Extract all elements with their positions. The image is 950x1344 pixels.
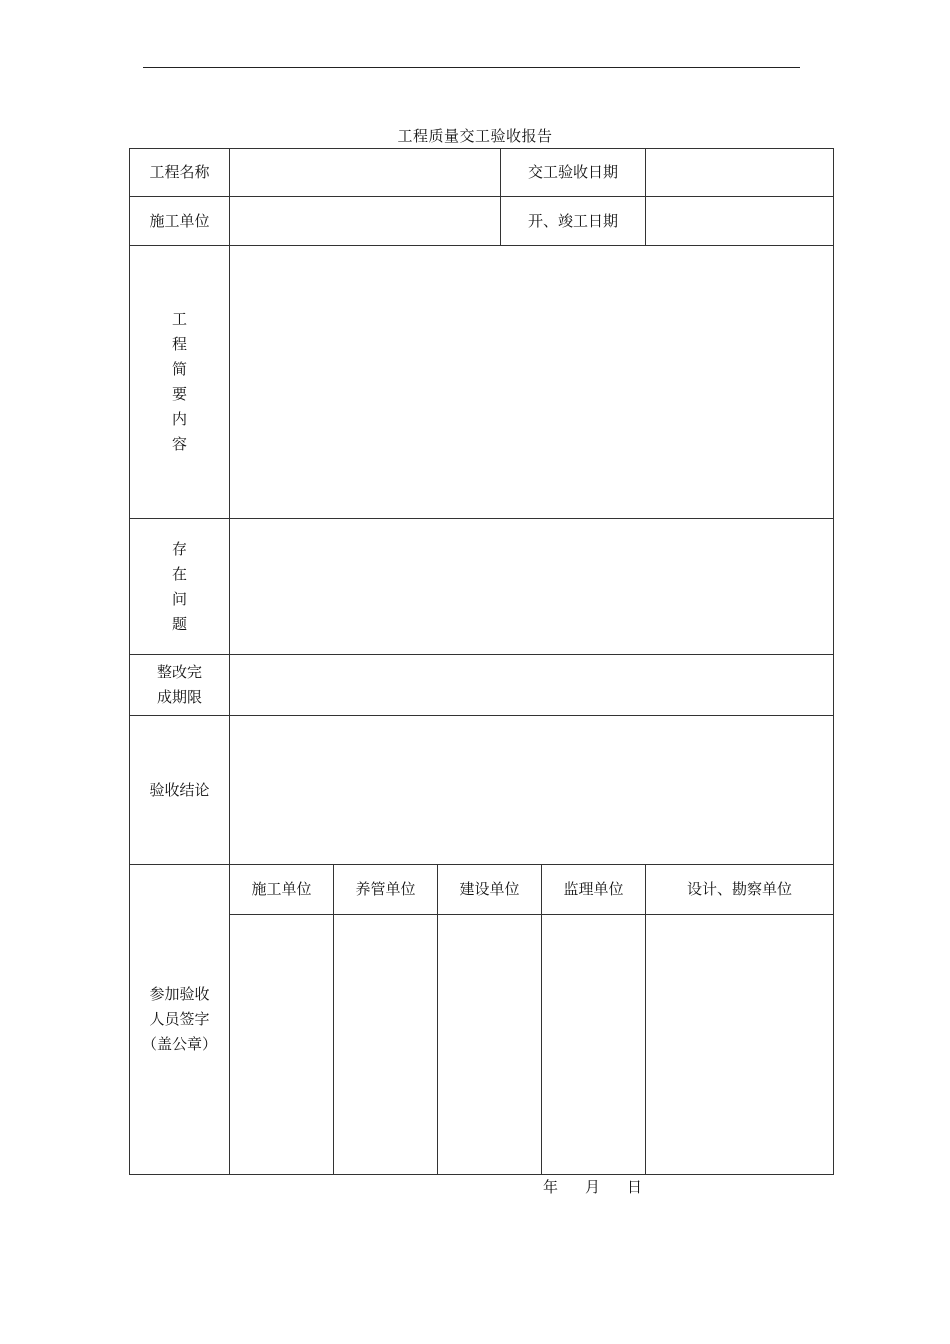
acceptance-conclusion-label: 验收结论 [130, 716, 230, 865]
signature-column-header: 建设单位 [438, 865, 542, 915]
header-rule [143, 67, 800, 68]
issues-label-char: 在 [171, 564, 187, 583]
project-summary-field[interactable] [230, 246, 834, 519]
signature-label-line: （盖公章） [141, 1035, 217, 1053]
acceptance-conclusion-field[interactable] [230, 716, 834, 865]
issues-label-char: 问 [171, 589, 187, 608]
summary-label-char: 容 [171, 435, 187, 453]
date-day: 日 [627, 1178, 643, 1196]
signature-box-owner[interactable] [438, 915, 542, 1175]
date-year: 年 [543, 1178, 559, 1196]
signature-column-header: 养管单位 [334, 865, 438, 915]
signature-column-header: 设计、勘察单位 [646, 865, 834, 915]
summary-label-char: 内 [171, 410, 187, 428]
signature-column-header: 施工单位 [230, 865, 334, 915]
date-footer [543, 1177, 642, 1197]
existing-issues-label [130, 519, 230, 655]
signature-box-maintenance[interactable] [334, 915, 438, 1175]
document-title: 工程质量交工验收报告 [397, 127, 553, 145]
signature-label-line: 参加验收 [149, 985, 210, 1003]
acceptance-date-label: 交工验收日期 [501, 149, 646, 197]
issues-label-char: 题 [171, 614, 187, 633]
summary-label-char: 简 [171, 360, 187, 378]
signature-label [130, 865, 230, 1175]
construction-unit-field[interactable] [230, 197, 501, 246]
date-month: 月 [585, 1178, 601, 1196]
project-name-label: 工程名称 [130, 149, 230, 197]
summary-label-char: 工 [171, 310, 187, 328]
signature-box-supervision[interactable] [542, 915, 646, 1175]
signature-column-header: 监理单位 [542, 865, 646, 915]
signature-box-construction[interactable] [230, 915, 334, 1175]
rectification-deadline-label [130, 655, 230, 716]
start-finish-date-label: 开、竣工日期 [501, 197, 646, 246]
rectification-deadline-field[interactable] [230, 655, 834, 716]
summary-label-char: 要 [171, 385, 187, 403]
construction-unit-label: 施工单位 [130, 197, 230, 246]
acceptance-date-field[interactable] [646, 149, 834, 197]
issues-label-char: 存 [171, 539, 187, 558]
signature-label-line: 人员签字 [149, 1010, 210, 1028]
rectification-label-line: 整改完 [156, 663, 202, 681]
project-name-field[interactable] [230, 149, 501, 197]
rectification-label-line: 成期限 [156, 688, 202, 706]
existing-issues-field[interactable] [230, 519, 834, 655]
signature-box-design-survey[interactable] [646, 915, 834, 1175]
summary-label-char: 程 [171, 335, 187, 353]
start-finish-date-field[interactable] [646, 197, 834, 246]
acceptance-report-form [129, 148, 834, 1175]
project-summary-label [130, 246, 230, 519]
